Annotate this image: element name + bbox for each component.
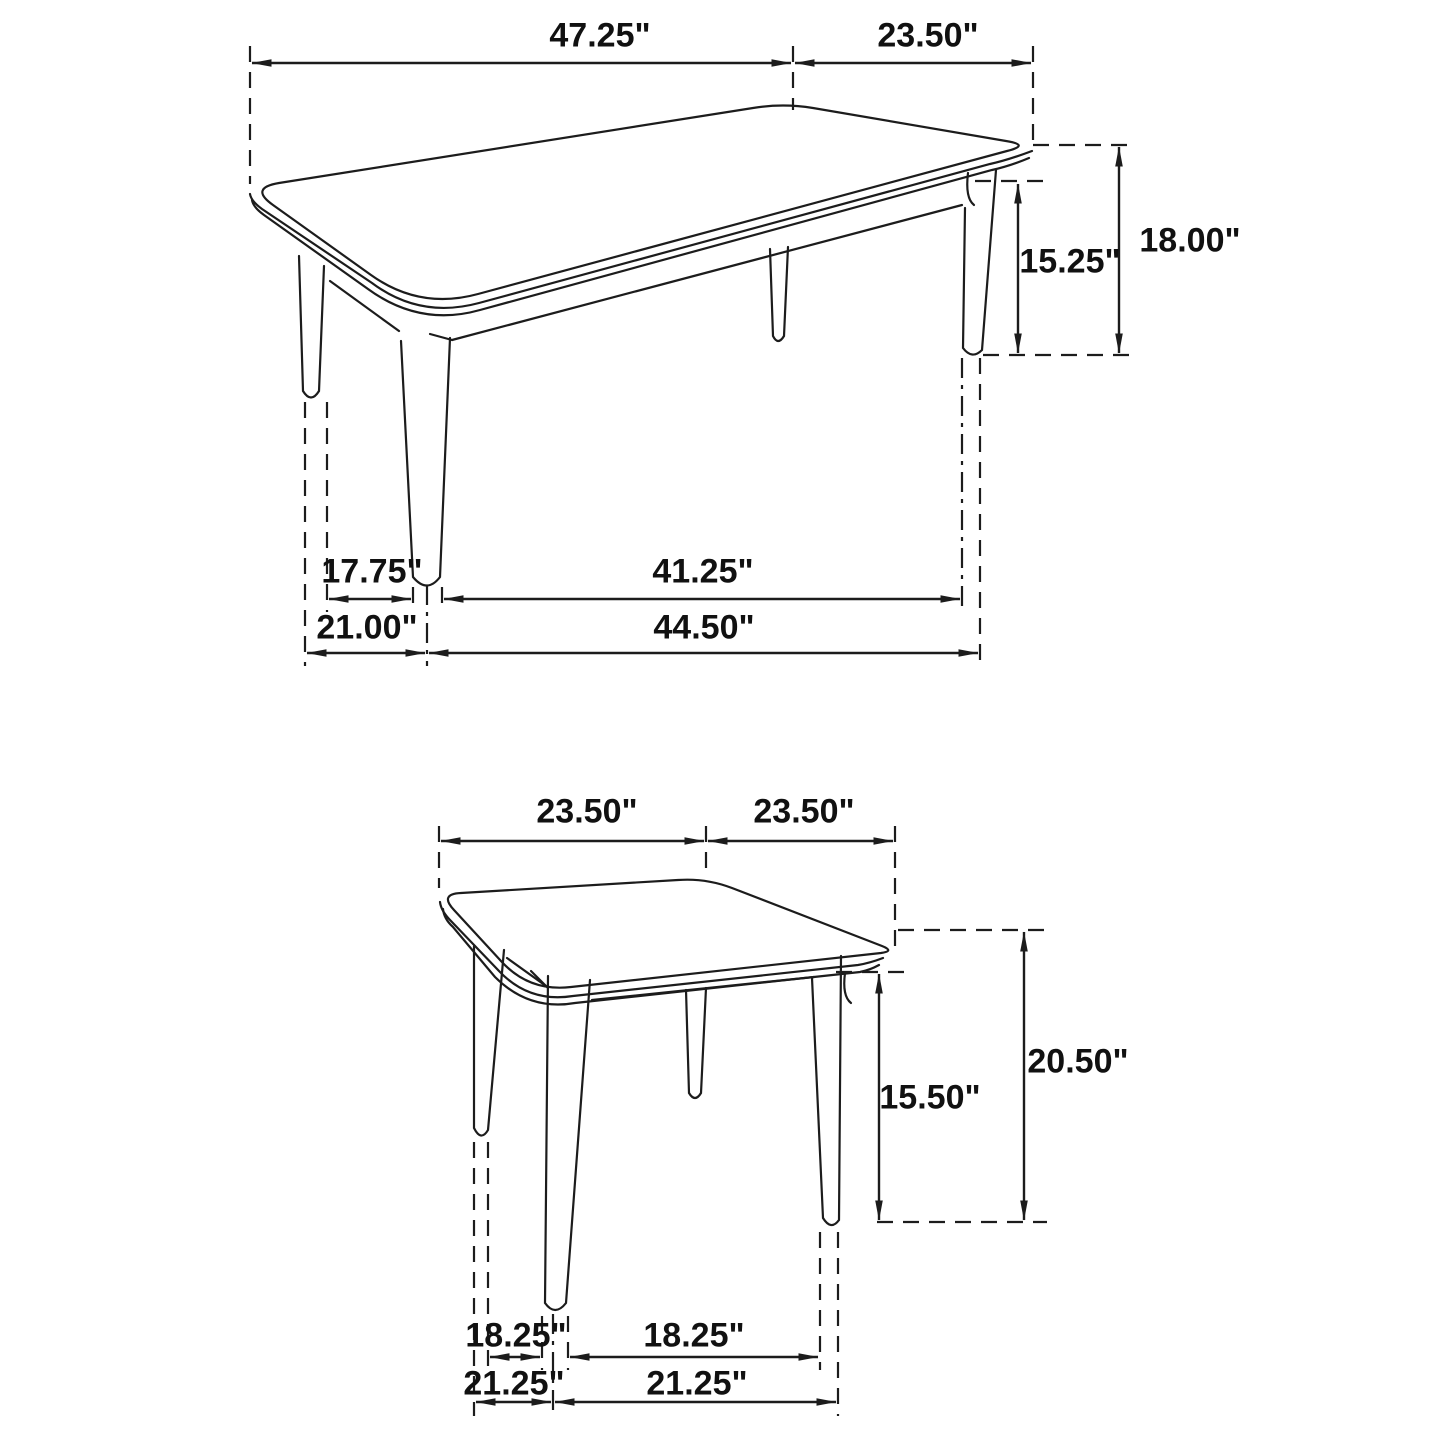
end-table-height-label: 20.50" [1027, 1042, 1129, 1081]
coffee-table-leg-joint [967, 173, 974, 205]
end-table-leg-front-left [545, 976, 590, 1310]
end-table-top-edge [440, 902, 883, 997]
end-table-leg-front-right [812, 956, 841, 1225]
coffee-table-leg-back-right [770, 247, 788, 341]
coffee-table-apron-front [452, 205, 962, 340]
coffee-table-height-label: 18.00" [1139, 221, 1241, 260]
coffee-table-top-depth-label: 23.50" [877, 16, 979, 55]
coffee-table-top-width-label: 47.25" [549, 16, 651, 55]
coffee-table-leg-clearance-label: 15.25" [1019, 242, 1121, 281]
coffee-table-leg-back-left [299, 256, 324, 398]
coffee-table-outer-depth-label: 21.00" [316, 608, 418, 647]
end-table-top-depth-label: 23.50" [753, 792, 855, 831]
end-table-leg-span-right-label: 18.25" [643, 1316, 745, 1355]
coffee-table-apron-corner [430, 334, 452, 340]
coffee-table-leg-front-left [401, 338, 450, 586]
end-table-leg-joint [844, 973, 851, 1003]
end-table-top-width-label: 23.50" [536, 792, 638, 831]
coffee-table-apron-side [330, 281, 399, 331]
end-table-outer-left-label: 21.25" [463, 1364, 565, 1403]
coffee-table-outer-width-label: 44.50" [653, 608, 755, 647]
end-table-top [448, 880, 888, 988]
coffee-table-top-edge [250, 151, 1032, 308]
end-table-outer-right-label: 21.25" [646, 1364, 748, 1403]
coffee-table-top-edge-2 [252, 158, 1029, 315]
coffee-table-leg-span-width-label: 41.25" [652, 552, 754, 591]
coffee-table-top [262, 106, 1018, 300]
end-table-leg-back-right [686, 988, 706, 1098]
coffee-table-leg-inset-depth-label: 17.75" [321, 552, 423, 591]
end-table-leg-span-left-label: 18.25" [465, 1316, 567, 1355]
end-table-leg-clearance-label: 15.50" [879, 1078, 981, 1117]
end-table-leg-back-left [474, 946, 504, 1136]
coffee-table-drawing [250, 106, 1032, 586]
